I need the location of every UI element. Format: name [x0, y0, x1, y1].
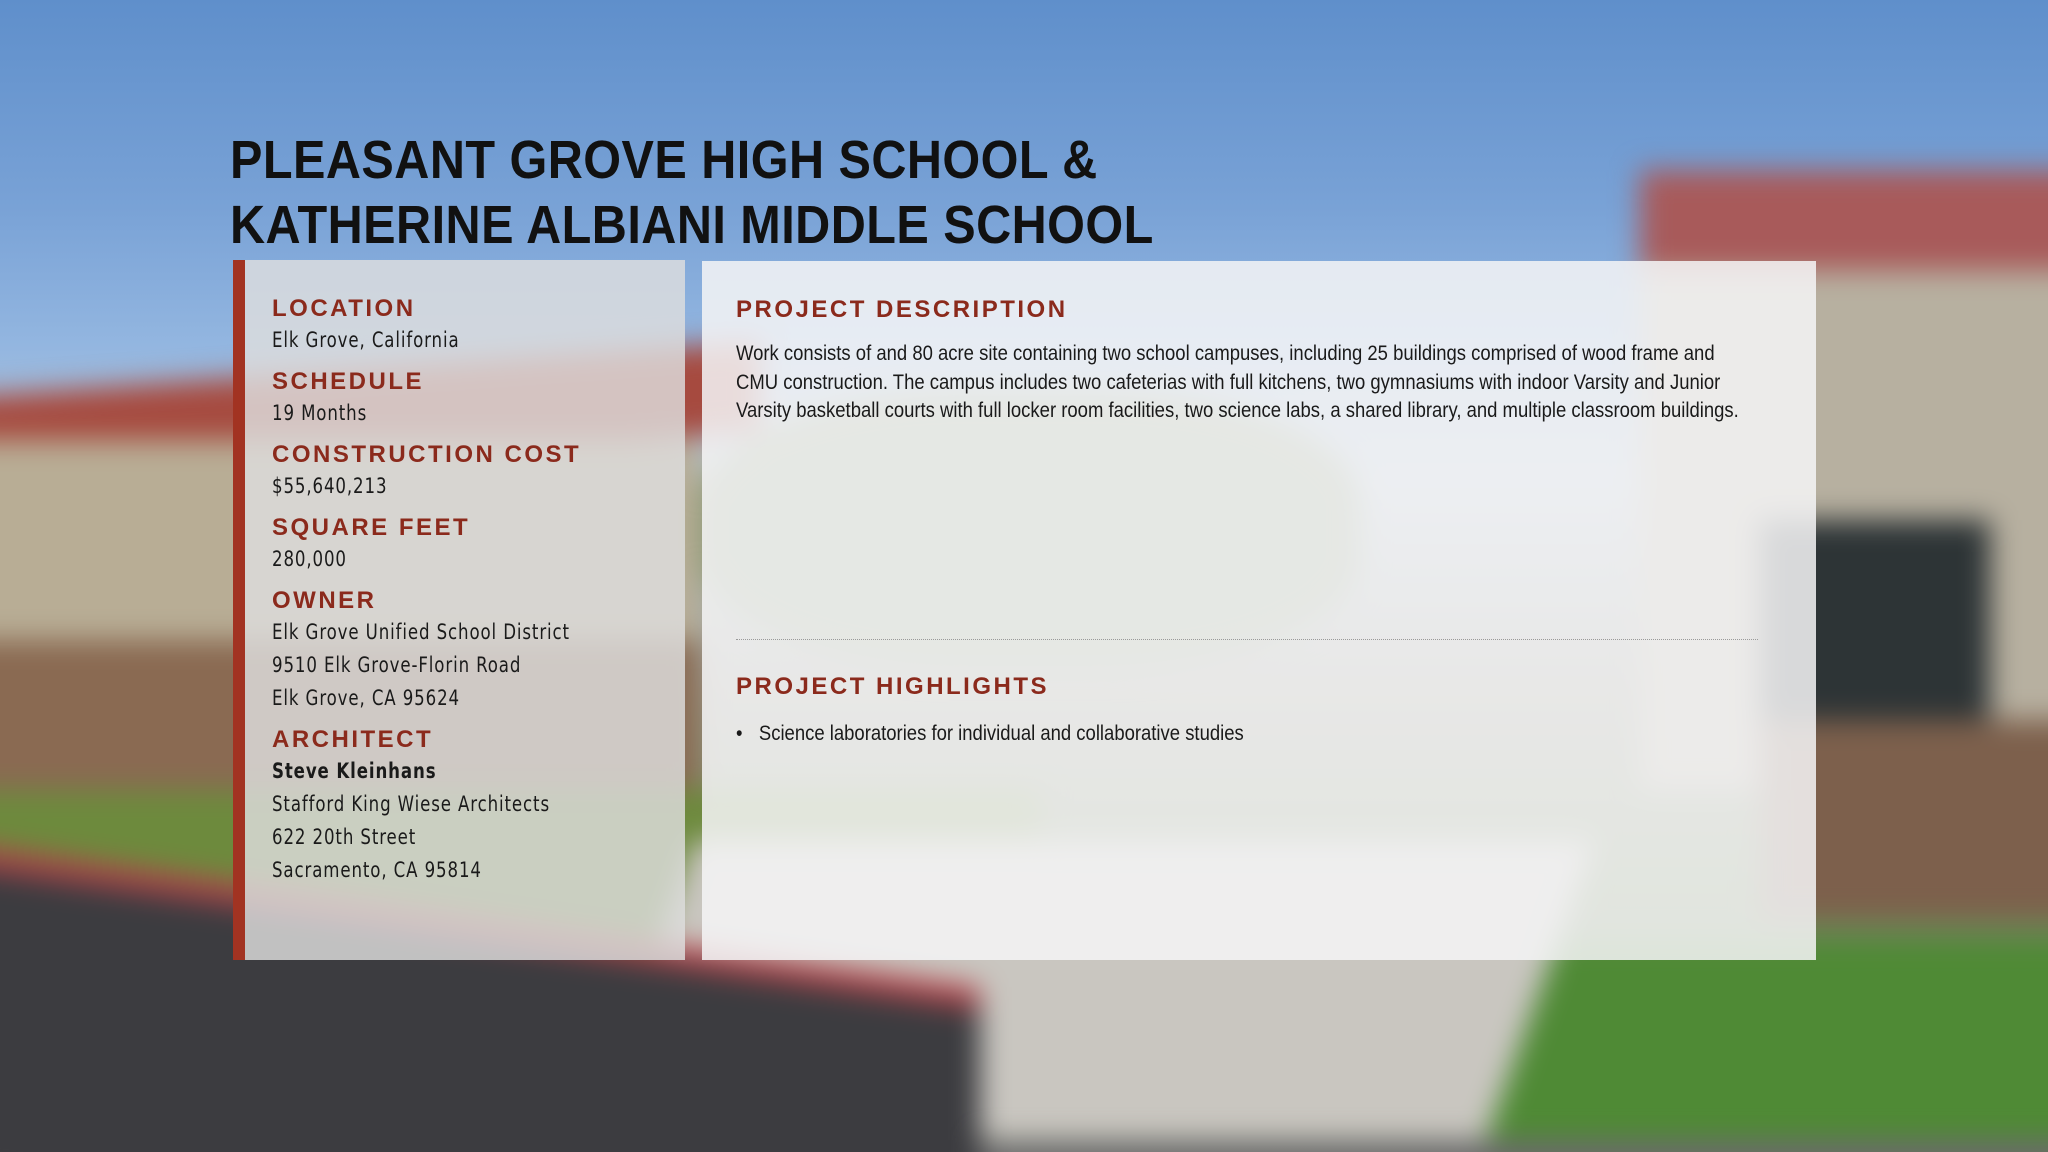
- project-description-panel: [702, 261, 1816, 960]
- bullet-icon: •: [736, 722, 743, 745]
- owner-line: Elk Grove Unified School District: [272, 620, 570, 644]
- architect-name: Steve Kleinhans: [272, 759, 437, 783]
- schedule-value: 19 Months: [272, 401, 368, 425]
- owner-line: Elk Grove, CA 95624: [272, 686, 461, 710]
- square-feet-label: SQUARE FEET: [272, 514, 471, 541]
- owner-value: [272, 616, 635, 715]
- schedule-section: [272, 367, 685, 430]
- architect-line: Stafford King Wiese Architects: [272, 792, 550, 816]
- construction-cost-value: $55,640,213: [272, 474, 388, 498]
- list-item: [736, 720, 1244, 748]
- project-description-heading: PROJECT DESCRIPTION: [736, 296, 1068, 323]
- highlights-list: [736, 720, 1313, 748]
- title-line-2: KATHERINE ALBIANI MIDDLE SCHOOL: [230, 195, 1154, 255]
- location-value: Elk Grove, California: [272, 328, 460, 352]
- construction-cost-label: CONSTRUCTION COST: [272, 441, 582, 468]
- project-highlights-section: [736, 672, 1313, 748]
- architect-section: [272, 725, 685, 887]
- project-description-text: Work consists of and 80 acre site containing two school campuses, including 25 buildings comprised of wood frame and CMU construction. The campus includes two cafeterias with full kitchens, two gymnasiums with indoor Varsity and Junior Varsity basketball courts with full locker room facilities, two science labs, a shared library, and multiple classroom buildings.: [736, 342, 1739, 422]
- owner-label: OWNER: [272, 587, 377, 614]
- schedule-label: SCHEDULE: [272, 368, 425, 395]
- title-line-1: PLEASANT GROVE HIGH SCHOOL &: [230, 130, 1098, 190]
- construction-cost-section: [272, 440, 685, 503]
- square-feet-section: [272, 513, 685, 576]
- architect-value: [272, 755, 635, 887]
- location-section: [272, 294, 685, 357]
- location-label: LOCATION: [272, 295, 416, 322]
- owner-line: 9510 Elk Grove-Florin Road: [272, 653, 522, 677]
- page-title: [230, 128, 1154, 258]
- architect-line: 622 20th Street: [272, 825, 417, 849]
- square-feet-value: 280,000: [272, 547, 347, 571]
- architect-line: Sacramento, CA 95814: [272, 858, 482, 882]
- section-divider: [736, 639, 1758, 640]
- architect-label: ARCHITECT: [272, 726, 434, 753]
- highlight-text: Science laboratories for individual and collaborative studies: [758, 722, 1244, 745]
- owner-section: [272, 586, 685, 715]
- project-info-panel: [233, 260, 685, 960]
- project-highlights-heading: PROJECT HIGHLIGHTS: [736, 673, 1050, 700]
